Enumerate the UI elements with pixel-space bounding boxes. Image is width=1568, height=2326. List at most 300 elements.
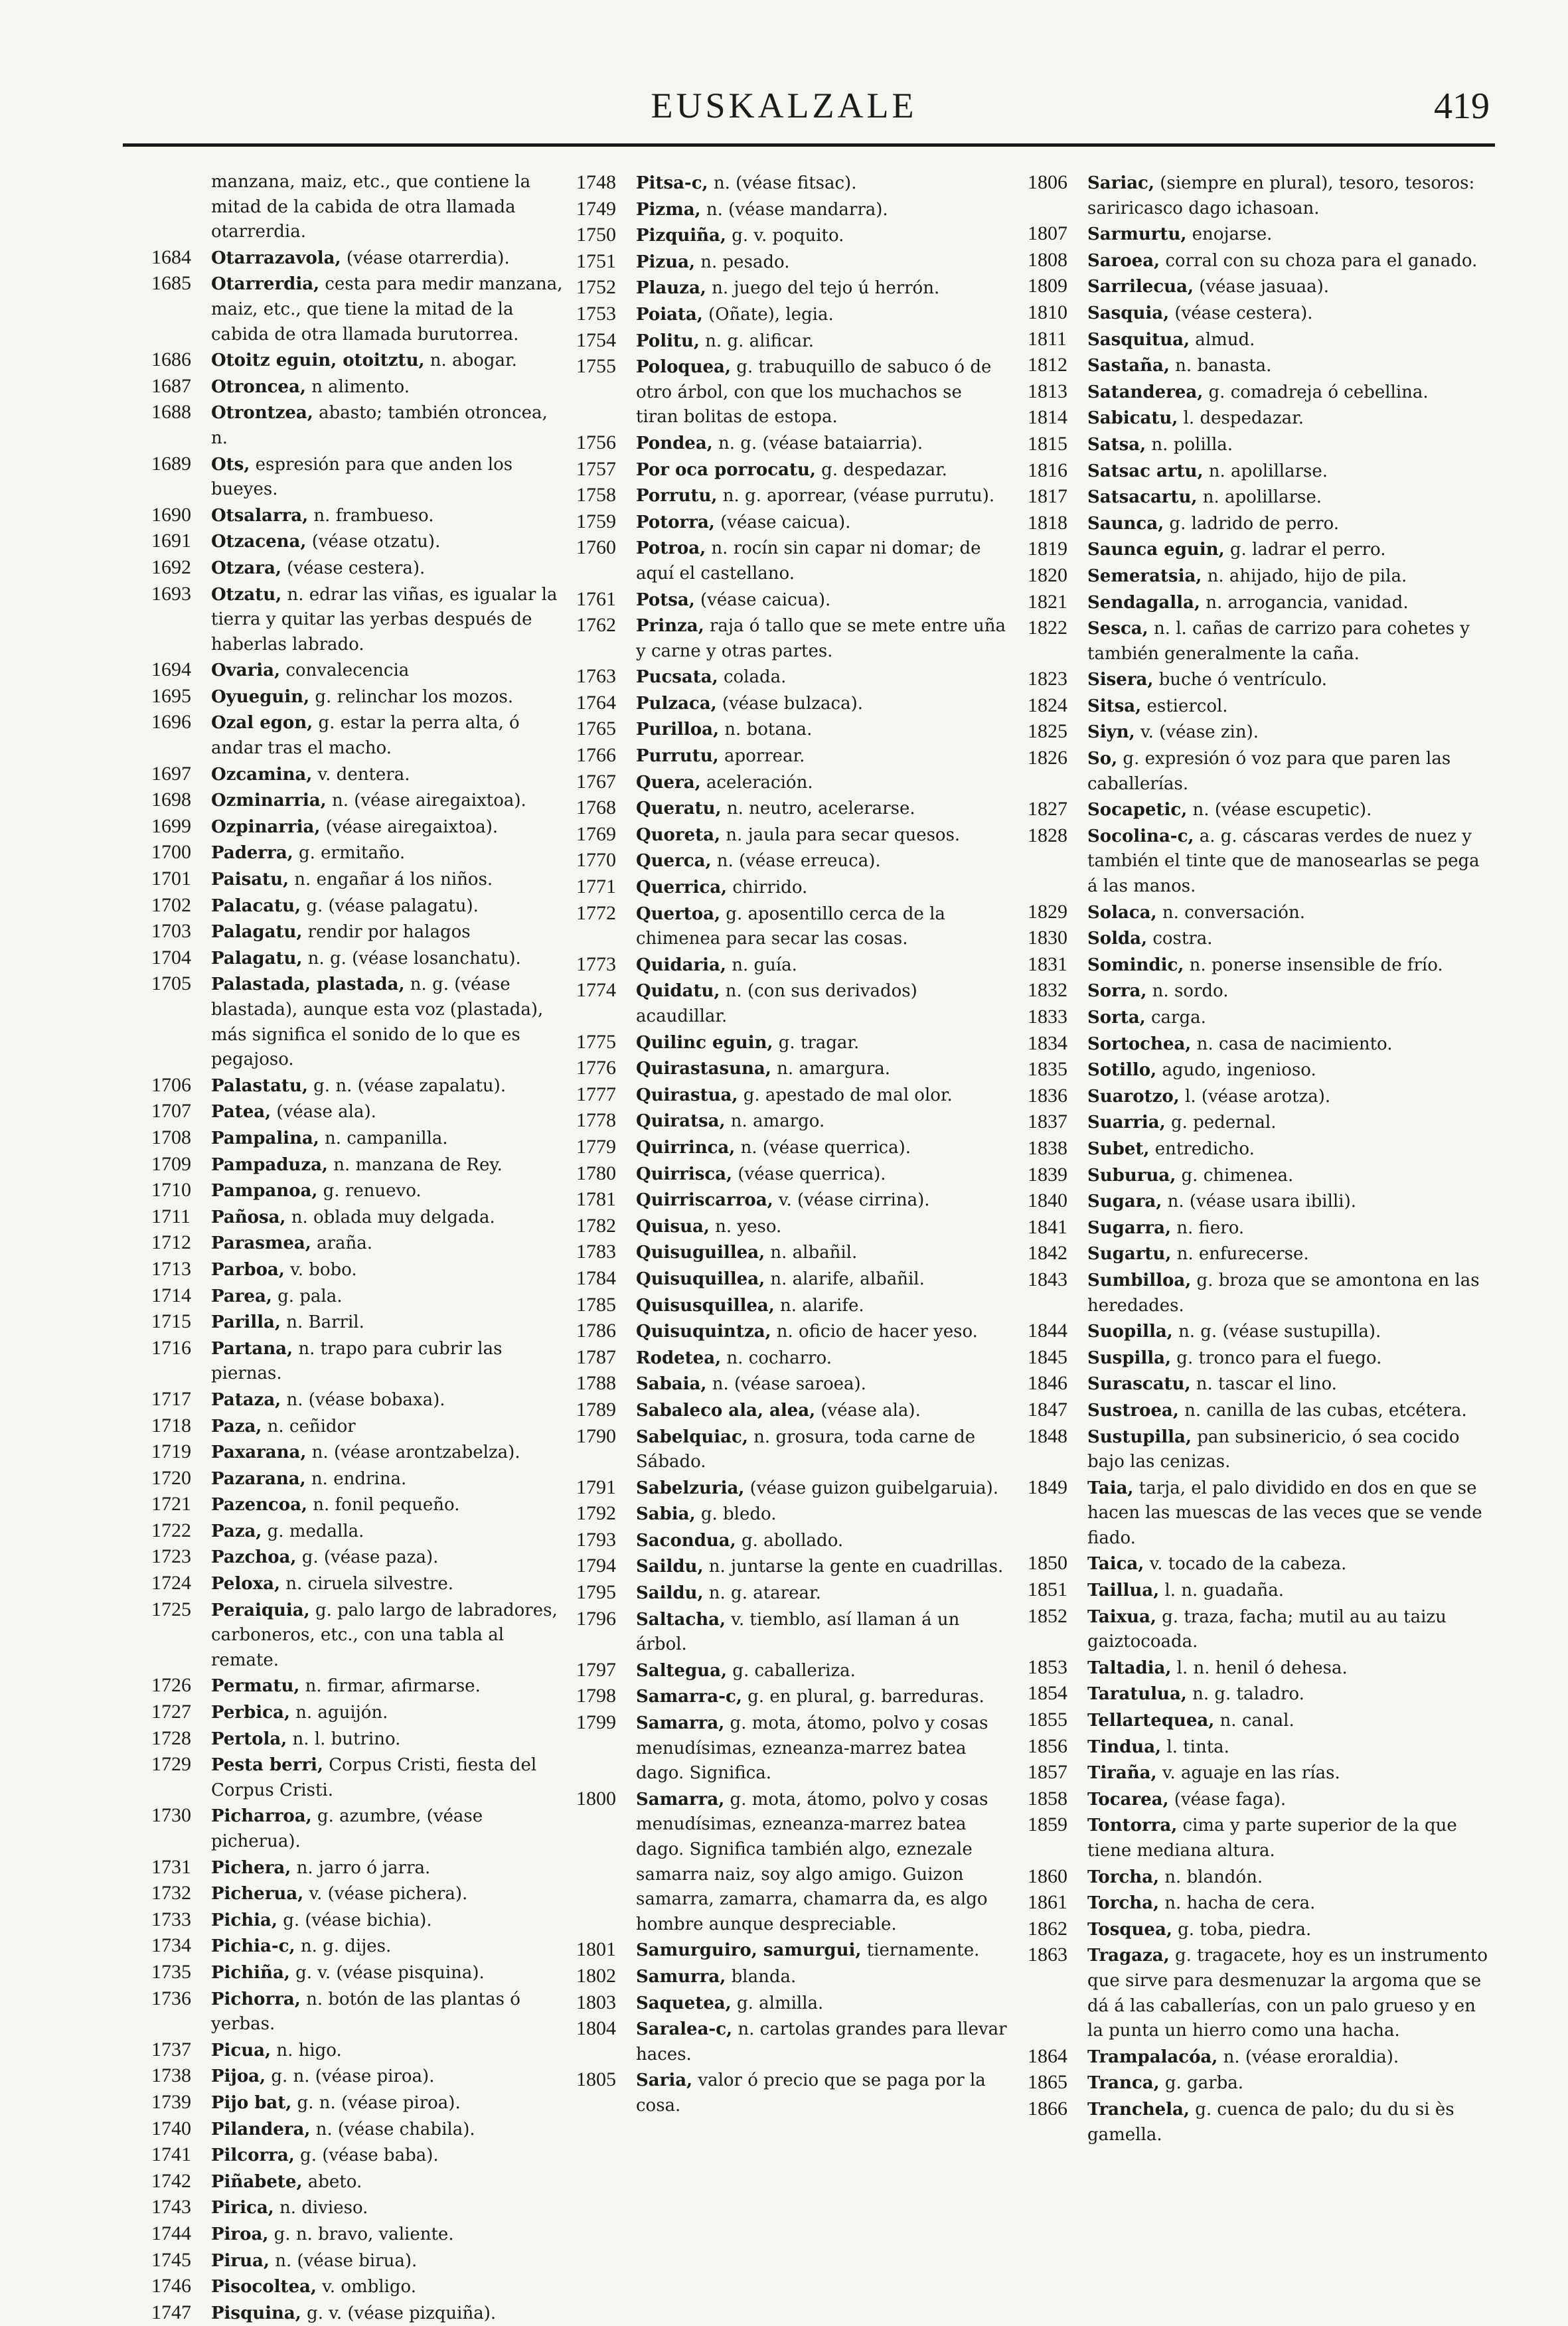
dictionary-entry bbox=[1028, 352, 1488, 379]
entry-number: 1757 bbox=[576, 457, 616, 480]
entry-headword: Pizquiña, bbox=[636, 226, 726, 246]
dictionary-entry bbox=[576, 716, 1008, 743]
dictionary-entry bbox=[151, 271, 570, 347]
entry-headword: Picharroa, bbox=[211, 1806, 312, 1827]
entry-number: 1724 bbox=[151, 1572, 191, 1594]
entry-definition: v. (véase cirrina). bbox=[773, 1190, 930, 1211]
entry-definition: n. engañar á los niños. bbox=[289, 870, 493, 890]
dictionary-entry bbox=[576, 690, 1008, 717]
entry-headword: Satsac artu, bbox=[1087, 461, 1204, 481]
dictionary-entry bbox=[151, 1125, 570, 1152]
entry-number: 1716 bbox=[151, 1336, 191, 1359]
entry-definition: g. tragacete, hoy es un instrumento que sirve para desmenuzar la argoma que se dá á las caballerías, con un palo grueso y en la punta un hierro como una hacha. bbox=[1087, 1946, 1488, 2041]
entry-headword: Pazarana, bbox=[211, 1468, 306, 1489]
dictionary-entry bbox=[576, 1134, 1008, 1161]
entry-headword: Politu, bbox=[636, 331, 700, 351]
entry-headword: Por oca porrocatu, bbox=[636, 459, 816, 480]
entry-number: 1752 bbox=[576, 276, 616, 299]
entry-definition: n. l. butrino. bbox=[287, 1729, 401, 1749]
entry-number: 1840 bbox=[1028, 1190, 1067, 1212]
entry-number: 1750 bbox=[576, 224, 616, 246]
entry-number: 1737 bbox=[151, 2038, 191, 2060]
entry-headword: Parasmea, bbox=[211, 1233, 311, 1254]
entry-definition: g. pedernal. bbox=[1165, 1113, 1277, 1133]
entry-headword: Pañosa, bbox=[211, 1207, 286, 1227]
entry-number: 1831 bbox=[1028, 953, 1067, 975]
entry-headword: Taratulua, bbox=[1087, 1684, 1187, 1705]
dictionary-entry bbox=[151, 1073, 570, 1099]
entry-number: 1843 bbox=[1028, 1268, 1067, 1290]
entry-definition: n. amargo. bbox=[725, 1111, 825, 1132]
dictionary-entry bbox=[1028, 1188, 1488, 1215]
entry-number: 1769 bbox=[576, 822, 616, 845]
entry-number: 1791 bbox=[576, 1476, 616, 1498]
entry-definition: n. abogar. bbox=[424, 350, 517, 371]
dictionary-entry bbox=[151, 1518, 570, 1545]
entry-number: 1774 bbox=[576, 979, 616, 1002]
entry-definition: n. (véase fitsac). bbox=[708, 173, 857, 193]
entry-number: 1815 bbox=[1028, 432, 1067, 455]
dictionary-entry bbox=[151, 1309, 570, 1336]
entry-headword: Peraiquia, bbox=[211, 1600, 310, 1620]
dictionary-entry bbox=[151, 1803, 570, 1854]
dictionary-entry bbox=[151, 1413, 570, 1440]
entry-number: 1731 bbox=[151, 1855, 191, 1878]
dictionary-entry bbox=[576, 1786, 1008, 1938]
dictionary-entry bbox=[151, 1597, 570, 1673]
dictionary-entry bbox=[1028, 1215, 1488, 1241]
dictionary-entry bbox=[576, 222, 1008, 249]
entry-number: 1702 bbox=[151, 893, 191, 916]
entry-definition: v. (véase zin). bbox=[1135, 722, 1259, 743]
entry-definition: g. v. (véase pisquina). bbox=[289, 1962, 485, 1983]
entry-number: 1862 bbox=[1028, 1917, 1067, 1940]
entry-number: 1706 bbox=[151, 1073, 191, 1096]
entry-definition: (véase querrica). bbox=[732, 1164, 886, 1184]
entry-definition: g. expresión ó voz para que paren las caballerías. bbox=[1087, 749, 1451, 794]
entry-number: 1784 bbox=[576, 1267, 616, 1289]
entry-definition: espresión para que anden los bueyes. bbox=[211, 454, 513, 500]
entry-definition: (siempre en plural), tesoro, tesoros: sariricasco dago ichasoan. bbox=[1087, 173, 1475, 218]
entry-definition: n. tascar el lino. bbox=[1190, 1374, 1337, 1395]
entry-number: 1838 bbox=[1028, 1136, 1067, 1159]
entry-headword: Picherua, bbox=[211, 1884, 304, 1904]
dictionary-entry bbox=[1028, 221, 1488, 248]
entry-definition: n. ponerse insensible de frío. bbox=[1184, 955, 1443, 975]
entry-number: 1697 bbox=[151, 762, 191, 785]
entry-number: 1866 bbox=[1028, 2097, 1067, 2120]
dictionary-entry bbox=[576, 822, 1008, 848]
entry-definition: n. (véase bobaxa). bbox=[281, 1389, 445, 1410]
entry-definition: g. bledo. bbox=[695, 1504, 777, 1525]
entry-headword: Palastatu, bbox=[211, 1075, 308, 1096]
entry-headword: Quisuquintza, bbox=[636, 1322, 771, 1342]
entry-number: 1818 bbox=[1028, 511, 1067, 534]
dictionary-entry bbox=[151, 2037, 570, 2064]
entry-headword: Pichia-c, bbox=[211, 1936, 295, 1957]
entry-number: 1860 bbox=[1028, 1865, 1067, 1887]
dictionary-entry bbox=[576, 769, 1008, 796]
entry-definition: n. g. taladro. bbox=[1186, 1684, 1304, 1705]
entry-definition: n. g. (véase sustupilla). bbox=[1172, 1322, 1381, 1342]
entry-headword: Palagatu, bbox=[211, 948, 303, 969]
entry-definition: agudo, ingenioso. bbox=[1156, 1060, 1316, 1081]
entry-definition: g. palo largo de labradores, carboneros, etc., con una tabla al remate. bbox=[211, 1600, 558, 1670]
dictionary-entry bbox=[1028, 952, 1488, 978]
entry-number: 1732 bbox=[151, 1882, 191, 1904]
dictionary-entry bbox=[151, 866, 570, 893]
entry-definition: n. (véase escupetic). bbox=[1187, 800, 1372, 820]
entry-headword: Palastada, plastada, bbox=[211, 974, 405, 995]
dictionary-entry bbox=[151, 919, 570, 945]
entry-headword: Otsalarra, bbox=[211, 505, 309, 526]
entry-definition: g. n. bravo, valiente. bbox=[268, 2224, 454, 2244]
entry-definition: enojarse. bbox=[1186, 224, 1273, 245]
entry-definition: tarja, el palo dividido en dos en que se hacen las muescas de las veces que se vende fiado. bbox=[1087, 1478, 1482, 1548]
dictionary-entry bbox=[151, 1178, 570, 1204]
entry-definition: n. blandón. bbox=[1159, 1867, 1263, 1887]
entry-definition: rendir por halagos bbox=[302, 922, 471, 943]
entry-definition: g. mota, átomo, polvo y cosas menudísimas, ezneanza-marrez batea dago. Significa. bbox=[636, 1713, 988, 1784]
entry-headword: Quilinc eguin, bbox=[636, 1032, 773, 1053]
entry-number: 1849 bbox=[1028, 1476, 1067, 1498]
entry-number: 1761 bbox=[576, 587, 616, 610]
entry-number: 1741 bbox=[151, 2143, 191, 2166]
entry-headword: Sendagalla, bbox=[1087, 592, 1200, 613]
dictionary-entry bbox=[151, 2248, 570, 2274]
entry-definition: entredicho. bbox=[1149, 1138, 1255, 1159]
dictionary-entry bbox=[151, 347, 570, 374]
dictionary-entry bbox=[151, 1673, 570, 1699]
entry-headword: Pizma, bbox=[636, 199, 701, 220]
entry-headword: Potroa, bbox=[636, 538, 706, 559]
entry-headword: Suburua, bbox=[1087, 1165, 1176, 1186]
entry-number: 1819 bbox=[1028, 538, 1067, 560]
entry-headword: Poloquea, bbox=[636, 357, 731, 378]
entry-number: 1713 bbox=[151, 1257, 191, 1280]
entry-headword: Tontorra, bbox=[1087, 1816, 1178, 1836]
entry-headword: Taillua, bbox=[1087, 1581, 1160, 1601]
entry-headword: Paderra, bbox=[211, 843, 293, 864]
entry-definition: pan subsinericio, ó sea cocido bajo las cenizas. bbox=[1087, 1427, 1460, 1472]
entry-definition: convalecencia bbox=[280, 660, 410, 681]
entry-number: 1817 bbox=[1028, 485, 1067, 508]
entry-number: 1723 bbox=[151, 1545, 191, 1568]
entry-definition: n. (con sus derivados) acaudillar. bbox=[636, 981, 917, 1026]
entry-headword: Tranca, bbox=[1087, 2073, 1160, 2094]
entry-headword: Pampaduza, bbox=[211, 1154, 328, 1175]
entry-definition: n. frambueso. bbox=[308, 505, 434, 526]
entry-headword: Ozal egon, bbox=[211, 713, 313, 734]
entry-headword: Pondea, bbox=[636, 433, 713, 453]
entry-headword: Paisatu, bbox=[211, 870, 289, 890]
entry-headword: Pijoa, bbox=[211, 2066, 266, 2087]
entry-number: 1810 bbox=[1028, 301, 1067, 323]
entry-definition: cesta para medir manzana, maiz, etc., que tiene la mitad de la cabida de otra llamada burutorrea. bbox=[211, 274, 563, 345]
entry-headword: Picua, bbox=[211, 2040, 272, 2060]
page-number: 419 bbox=[1434, 86, 1490, 127]
entry-definition: valor ó precio que se paga por la cosa. bbox=[636, 2070, 986, 2116]
dictionary-entry bbox=[151, 1571, 570, 1597]
entry-definition: corral con su choza para el ganado. bbox=[1160, 250, 1478, 271]
entry-headword: Patea, bbox=[211, 1102, 272, 1123]
entry-number: 1837 bbox=[1028, 1111, 1067, 1133]
dictionary-entry bbox=[151, 451, 570, 503]
entry-headword: Quirrisca, bbox=[636, 1164, 733, 1184]
dictionary-entry bbox=[1028, 1760, 1488, 1786]
entry-definition: g. (véase bichia). bbox=[277, 1910, 432, 1930]
entry-headword: Queratu, bbox=[636, 799, 722, 819]
entry-definition: n. (véase erreuca). bbox=[711, 851, 881, 872]
entry-definition: n. yeso. bbox=[709, 1216, 782, 1237]
entry-headword: Parilla, bbox=[211, 1312, 281, 1333]
entry-definition: n. (véase airegaixtoa). bbox=[326, 791, 526, 811]
entry-headword: Pichorra, bbox=[211, 1989, 301, 2009]
entry-headword: Sarrilecua, bbox=[1087, 277, 1194, 297]
dictionary-entry bbox=[576, 587, 1008, 613]
entry-headword: Satsacartu, bbox=[1087, 487, 1198, 508]
entry-number: 1828 bbox=[1028, 824, 1067, 846]
dictionary-entry bbox=[576, 170, 1008, 196]
entry-number: 1736 bbox=[151, 1987, 191, 2009]
entry-number: 1695 bbox=[151, 684, 191, 707]
dictionary-entry bbox=[576, 1580, 1008, 1606]
dictionary-entry bbox=[1028, 563, 1488, 589]
entry-number: 1740 bbox=[151, 2117, 191, 2139]
entry-number: 1820 bbox=[1028, 564, 1067, 586]
dictionary-entry bbox=[576, 2016, 1008, 2067]
dictionary-entry bbox=[151, 2221, 570, 2248]
dictionary-entry bbox=[576, 457, 1008, 483]
page-title: EUSKALZALE bbox=[651, 86, 917, 125]
entry-headword: Quera, bbox=[636, 772, 701, 793]
entry-headword: Sabicatu, bbox=[1087, 408, 1178, 429]
entry-headword: Permatu, bbox=[211, 1676, 300, 1697]
entry-headword: Sabelquiac, bbox=[636, 1427, 748, 1447]
entry-headword: Samarra, bbox=[636, 1789, 725, 1810]
entry-headword: Pisocoltea, bbox=[211, 2277, 317, 2297]
entry-definition: chirrido. bbox=[727, 878, 808, 898]
entry-headword: Pataza, bbox=[211, 1389, 281, 1410]
entry-headword: Pazencoa, bbox=[211, 1495, 307, 1515]
entry-definition: n. ceñidor bbox=[262, 1416, 356, 1436]
entry-number: 1714 bbox=[151, 1284, 191, 1306]
entry-headword: Sabelzuria, bbox=[636, 1478, 745, 1498]
entry-headword: Siyn, bbox=[1087, 722, 1135, 743]
dictionary-entry bbox=[1028, 1004, 1488, 1031]
entry-number: 1844 bbox=[1028, 1320, 1067, 1342]
entry-headword: Quisusquillea, bbox=[636, 1295, 775, 1316]
dictionary-entry bbox=[1028, 1397, 1488, 1424]
entry-definition: v. tocado de la cabeza. bbox=[1144, 1554, 1347, 1575]
entry-definition: g. pala. bbox=[272, 1286, 343, 1306]
entry-number: 1768 bbox=[576, 797, 616, 819]
dictionary-column-1 bbox=[151, 170, 570, 2326]
entry-number: 1845 bbox=[1028, 1346, 1067, 1368]
dictionary-entry bbox=[576, 743, 1008, 769]
dictionary-entry bbox=[151, 893, 570, 919]
dictionary-entry bbox=[576, 1082, 1008, 1109]
dictionary-entry bbox=[151, 1544, 570, 1571]
entry-definition: n. (véase birua). bbox=[269, 2250, 418, 2271]
entry-number: 1792 bbox=[576, 1502, 616, 1525]
entry-number: 1804 bbox=[576, 2017, 616, 2040]
entry-number: 1699 bbox=[151, 814, 191, 837]
entry-headword: Sortochea, bbox=[1087, 1034, 1192, 1054]
entry-definition: g. estar la perra alta, ó andar tras el macho. bbox=[211, 713, 520, 759]
entry-definition: v. dentera. bbox=[312, 764, 410, 785]
entry-headword: Ots, bbox=[211, 454, 250, 475]
entry-headword: Potorra, bbox=[636, 512, 715, 532]
entry-headword: Pichera, bbox=[211, 1857, 291, 1878]
entry-definition: n. manzana de Rey. bbox=[327, 1154, 503, 1175]
entry-definition: (véase ala). bbox=[271, 1102, 376, 1123]
entry-definition: l. (véase arotza). bbox=[1179, 1086, 1331, 1107]
dictionary-entry bbox=[576, 1606, 1008, 1658]
entry-definition: n. g. alificar. bbox=[699, 331, 815, 351]
entry-number: 1816 bbox=[1028, 459, 1067, 481]
entry-headword: Sitsa, bbox=[1087, 696, 1142, 716]
entry-headword: Somindic, bbox=[1087, 955, 1184, 975]
dictionary-entry bbox=[1028, 1864, 1488, 1891]
dictionary-entry bbox=[576, 301, 1008, 328]
entry-definition: n. jaula para secar quesos. bbox=[720, 824, 961, 845]
dictionary-entry bbox=[576, 1345, 1008, 1371]
entry-definition: v. (véase pichera). bbox=[303, 1884, 468, 1904]
entry-definition: g. relinchar los mozos. bbox=[309, 686, 514, 707]
entry-number: 1803 bbox=[576, 1991, 616, 2013]
entry-number: 1812 bbox=[1028, 354, 1067, 376]
entry-number: 1692 bbox=[151, 556, 191, 578]
dictionary-entry bbox=[151, 840, 570, 866]
entry-definition: g. tronco para el fuego. bbox=[1171, 1348, 1382, 1368]
entry-number: 1684 bbox=[151, 246, 191, 268]
entry-headword: Parboa, bbox=[211, 1259, 285, 1280]
dictionary-entry bbox=[1028, 1267, 1488, 1318]
entry-number: 1788 bbox=[576, 1372, 616, 1395]
entry-definition: n. cocharro. bbox=[721, 1348, 832, 1368]
dictionary-entry bbox=[151, 684, 570, 710]
entry-number: 1755 bbox=[576, 355, 616, 378]
entry-headword: Sustupilla, bbox=[1087, 1427, 1192, 1447]
dictionary-entry bbox=[1028, 745, 1488, 797]
entry-headword: Taia, bbox=[1087, 1478, 1134, 1498]
dictionary-entry bbox=[1028, 327, 1488, 353]
entry-number: 1693 bbox=[151, 582, 191, 605]
entry-headword: Otarrerdia, bbox=[211, 274, 320, 295]
entry-definition: n. (véase eroraldia). bbox=[1217, 2047, 1399, 2067]
entry-number: 1777 bbox=[576, 1083, 616, 1105]
entry-headword: Quirastua, bbox=[636, 1085, 738, 1105]
dictionary-entry bbox=[151, 2116, 570, 2143]
dictionary-entry bbox=[151, 555, 570, 582]
dictionary-entry bbox=[1028, 1162, 1488, 1189]
entry-headword: Subet, bbox=[1087, 1138, 1150, 1159]
entry-headword: Sasquitua, bbox=[1087, 329, 1190, 350]
dictionary-entry bbox=[576, 1658, 1008, 1684]
entry-headword: Taixua, bbox=[1087, 1606, 1156, 1627]
entry-number: 1853 bbox=[1028, 1656, 1067, 1678]
entry-number: 1734 bbox=[151, 1934, 191, 1957]
entry-number: 1782 bbox=[576, 1214, 616, 1237]
entry-number: 1841 bbox=[1028, 1215, 1067, 1238]
entry-definition: n. casa de nacimiento. bbox=[1191, 1034, 1393, 1054]
entry-headword: Poiata, bbox=[636, 304, 703, 325]
entry-headword: Plauza, bbox=[636, 278, 706, 299]
entry-number: 1715 bbox=[151, 1310, 191, 1333]
entry-definition: n. amargura. bbox=[771, 1059, 891, 1079]
entry-number: 1854 bbox=[1028, 1682, 1067, 1705]
dictionary-entry bbox=[576, 1055, 1008, 1082]
entry-headword: Sugara, bbox=[1087, 1192, 1162, 1212]
entry-definition: l. despedazar. bbox=[1178, 408, 1304, 429]
entry-definition: (véase cestera). bbox=[1169, 303, 1313, 323]
entry-headword: Saildu, bbox=[636, 1557, 704, 1577]
entry-number: 1712 bbox=[151, 1231, 191, 1254]
dictionary-entry bbox=[151, 2142, 570, 2169]
dictionary-entry bbox=[1028, 484, 1488, 510]
entry-definition: tiernamente. bbox=[861, 1940, 980, 1961]
dictionary-entry bbox=[1028, 589, 1488, 616]
dictionary-column-3 bbox=[1028, 170, 1488, 2147]
entry-number: 1696 bbox=[151, 711, 191, 734]
dictionary-entry bbox=[1028, 2044, 1488, 2070]
dictionary-entry bbox=[576, 1187, 1008, 1213]
entry-definition: estiercol. bbox=[1141, 696, 1228, 716]
dictionary-entry bbox=[576, 1292, 1008, 1319]
entry-number: 1851 bbox=[1028, 1579, 1067, 1601]
entry-headword: Quisuguillea, bbox=[636, 1243, 765, 1263]
entry-definition: n. neutro, acelerarse. bbox=[721, 799, 915, 819]
entry-headword: Prinza, bbox=[636, 616, 704, 637]
entry-headword: Samurra, bbox=[636, 1966, 726, 1987]
entry-headword: Torcha, bbox=[1087, 1893, 1160, 1914]
entry-headword: Sorta, bbox=[1087, 1008, 1146, 1028]
entry-definition: v. bobo. bbox=[284, 1259, 357, 1280]
dictionary-entry bbox=[151, 971, 570, 1072]
dictionary-entry bbox=[151, 1387, 570, 1413]
entry-number: 1778 bbox=[576, 1109, 616, 1132]
entry-definition: n. trapo para cubrir las piernas. bbox=[211, 1338, 503, 1384]
entry-number: 1687 bbox=[151, 374, 191, 397]
entry-headword: Quisua, bbox=[636, 1216, 710, 1237]
entry-definition: g. (véase palagatu). bbox=[301, 895, 479, 916]
entry-number: 1749 bbox=[576, 197, 616, 220]
entry-definition: g. caballeriza. bbox=[727, 1660, 856, 1681]
entry-definition: (véase caicua). bbox=[694, 589, 831, 610]
entry-number: 1808 bbox=[1028, 248, 1067, 271]
entry-number: 1744 bbox=[151, 2222, 191, 2244]
entry-definition: n. canilla de las cubas, etcétera. bbox=[1178, 1400, 1467, 1421]
dictionary-entry bbox=[1028, 1057, 1488, 1083]
entry-number: 1814 bbox=[1028, 406, 1067, 429]
dictionary-entry bbox=[1028, 1655, 1488, 1681]
entry-definition: cima y parte superior de la que tiene mediana altura. bbox=[1087, 1816, 1457, 1861]
entry-headword: Paza, bbox=[211, 1521, 262, 1541]
entry-headword: Trampalacóa, bbox=[1087, 2047, 1218, 2067]
entry-number: 1801 bbox=[576, 1938, 616, 1961]
entry-headword: Samarra, bbox=[636, 1713, 725, 1734]
entry-headword: Suarria, bbox=[1087, 1113, 1166, 1133]
dictionary-entry bbox=[151, 657, 570, 684]
entry-number: 1691 bbox=[151, 530, 191, 552]
entry-number: 1811 bbox=[1028, 327, 1067, 350]
entry-headword: Saquetea, bbox=[636, 1993, 732, 2013]
dictionary-entry bbox=[151, 710, 570, 761]
entry-headword: Saria, bbox=[636, 2070, 693, 2091]
entry-headword: Tindua, bbox=[1087, 1737, 1162, 1757]
dictionary-entry bbox=[151, 503, 570, 529]
